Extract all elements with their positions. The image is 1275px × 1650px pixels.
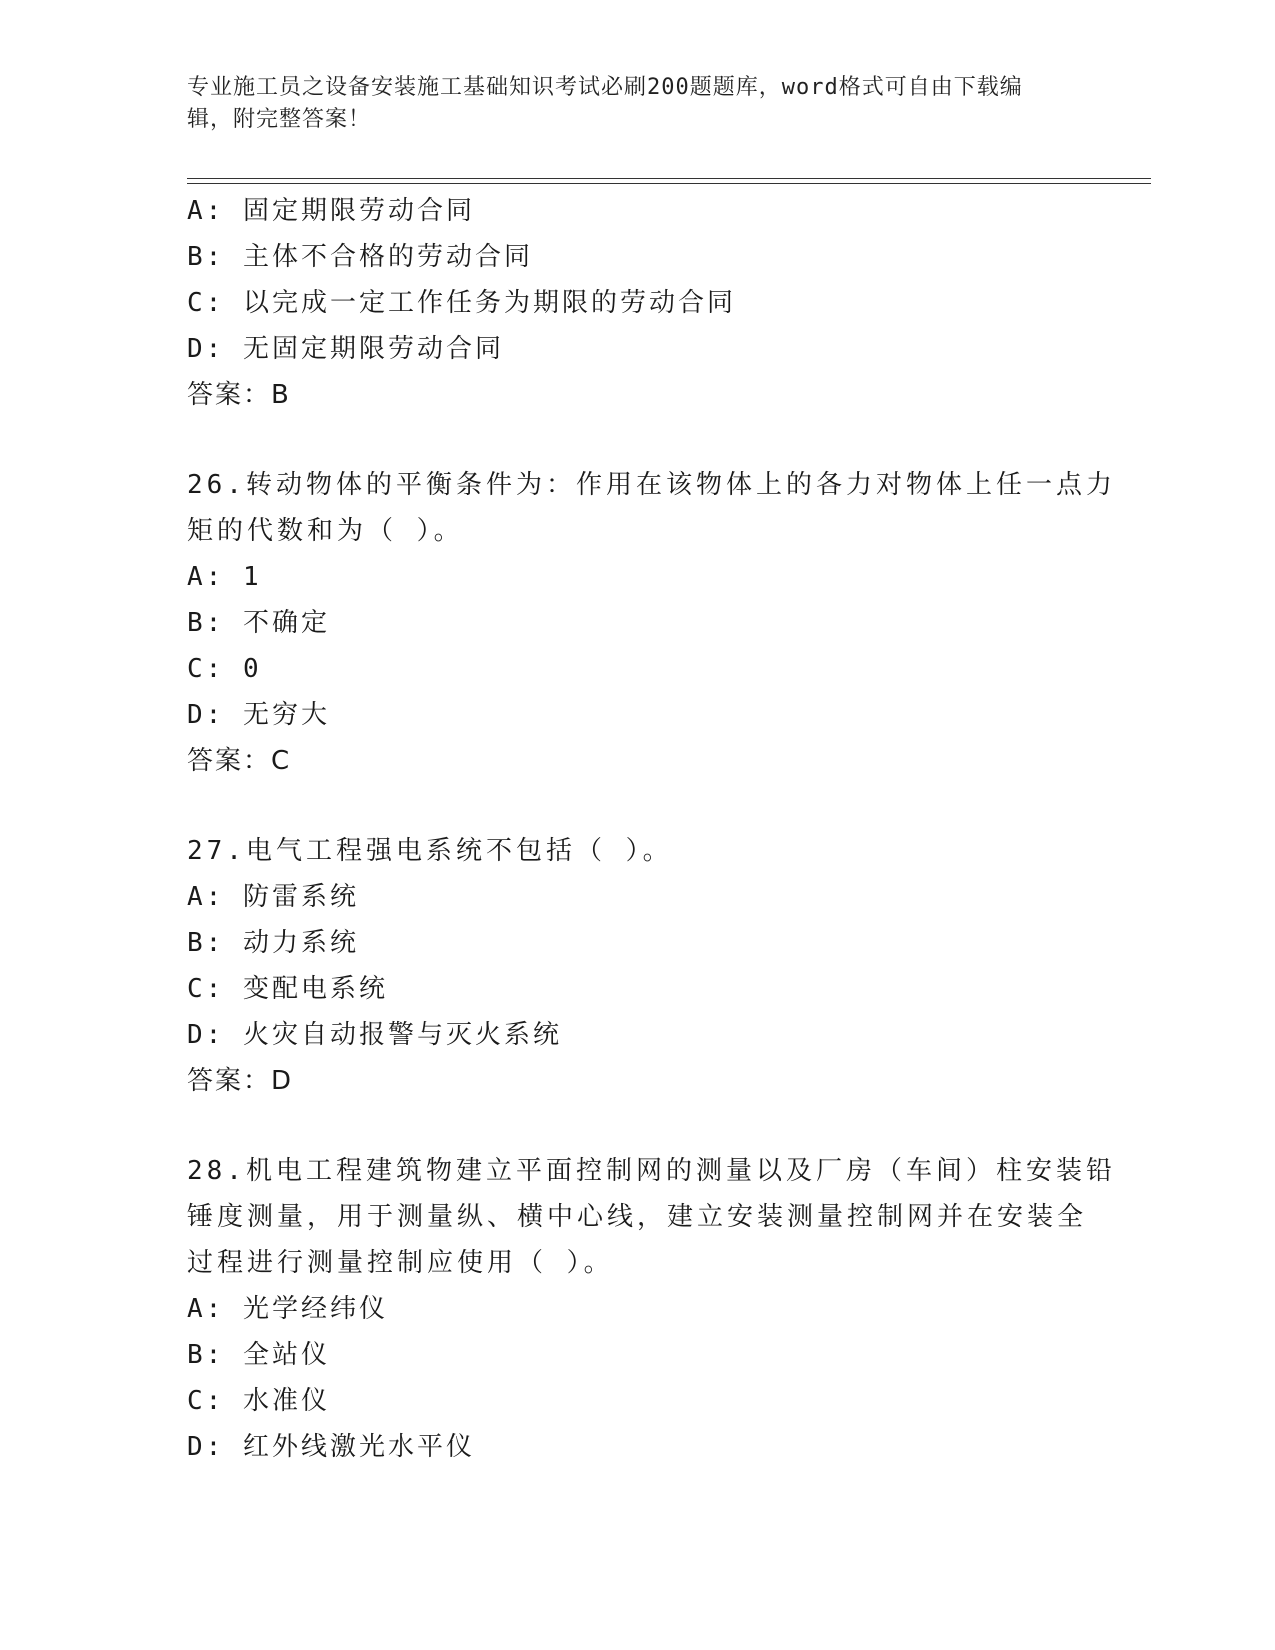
question-block-26 (187, 462, 1116, 784)
option-b: B: 动力系统 (187, 928, 359, 958)
answer-line: 答案：C (187, 746, 292, 776)
option-d: D: 无穷大 (187, 700, 330, 730)
question-stem: 锤度测量，用于测量纵、横中心线，建立安装测量控制网并在安装全 (187, 1202, 1088, 1232)
question-block-prev (187, 188, 1087, 418)
question-stem: 矩的代数和为（ ）。 (187, 516, 464, 546)
question-content (187, 188, 1116, 1470)
question-stem: 27.电气工程强电系统不包括（ ）。 (187, 836, 673, 866)
option-a: A: 固定期限劳动合同 (187, 196, 475, 226)
option-c: C: 变配电系统 (187, 974, 388, 1004)
option-b: B: 不确定 (187, 608, 330, 638)
option-a: A: 防雷系统 (187, 882, 359, 912)
option-b: B: 全站仪 (187, 1340, 330, 1370)
option-c: C: 水准仪 (187, 1386, 330, 1416)
document-header: 专业施工员之设备安装施工基础知识考试必刷200题题库，word格式可自由下载编辑，附完整答案！ (187, 75, 1023, 132)
answer-line: 答案：D (187, 1066, 294, 1096)
spacer (187, 1104, 1087, 1148)
option-d: D: 无固定期限劳动合同 (187, 334, 504, 364)
spacer (187, 784, 1087, 828)
header-divider-bottom (187, 183, 1151, 184)
question-stem: 26.转动物体的平衡条件为：作用在该物体上的各力对物体上任一点力 (187, 470, 1116, 500)
question-stem: 过程进行测量控制应使用（ ）。 (187, 1248, 614, 1278)
option-d: D: 火灾自动报警与灭火系统 (187, 1020, 562, 1050)
spacer (187, 418, 1087, 462)
option-c: C: 以完成一定工作任务为期限的劳动合同 (187, 288, 736, 318)
header-divider-top (187, 178, 1151, 179)
option-a: A: 光学经纬仪 (187, 1294, 388, 1324)
option-a: A: 1 (187, 562, 262, 592)
option-d: D: 红外线激光水平仪 (187, 1432, 475, 1462)
question-block-27 (187, 828, 1087, 1104)
option-c: C: 0 (187, 654, 262, 684)
question-block-28 (187, 1148, 1116, 1470)
option-b: B: 主体不合格的劳动合同 (187, 242, 533, 272)
answer-line: 答案：B (187, 380, 291, 410)
question-stem: 28.机电工程建筑物建立平面控制网的测量以及厂房（车间）柱安装铅 (187, 1156, 1116, 1186)
